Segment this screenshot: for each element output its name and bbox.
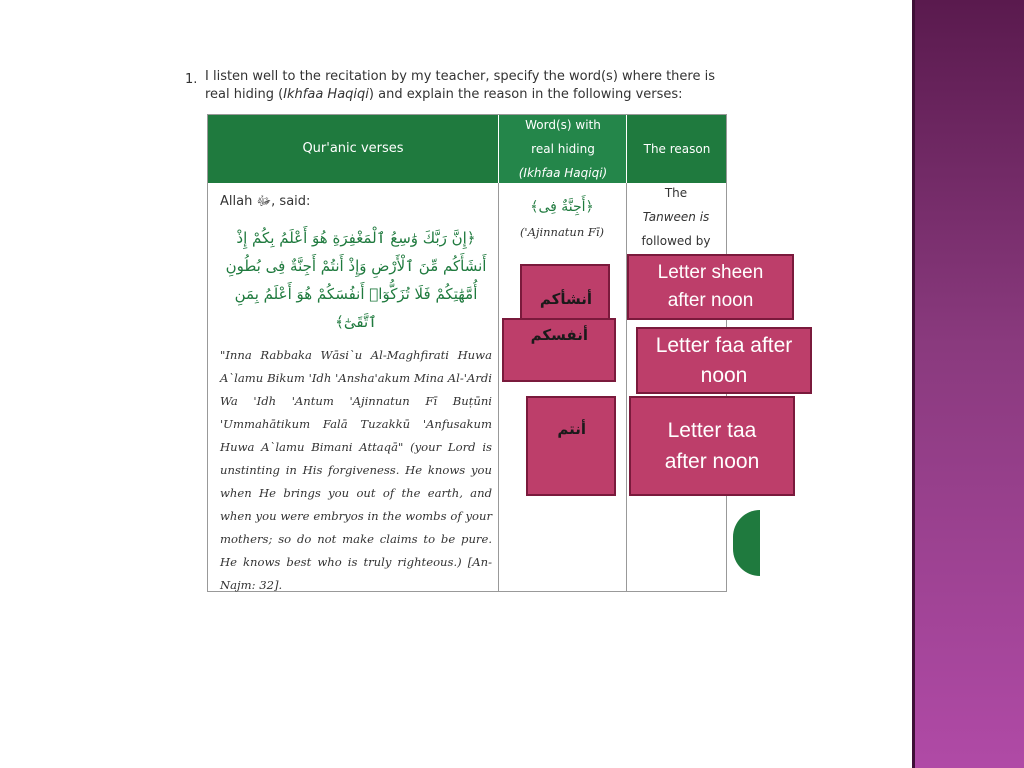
answer-card-reason-2[interactable] — [636, 327, 812, 394]
answer-card-word-3[interactable] — [526, 396, 616, 496]
table-header — [208, 115, 726, 183]
answer-word-1: أنشأكم — [539, 290, 592, 308]
reason-line1: The — [664, 186, 688, 200]
header-col2-line1: Word(s) with — [525, 118, 601, 132]
answer-card-reason-3[interactable] — [629, 396, 795, 496]
header-words-real-hiding — [498, 115, 627, 183]
question-number: 1. — [185, 72, 198, 87]
question-text-part-b: ) and explain the reason in the following verses: — [368, 87, 683, 102]
answer-card-reason-1[interactable] — [627, 254, 794, 320]
reason-line2: Tanween is — [642, 210, 710, 224]
example-word-cell — [500, 199, 624, 239]
decorative-sidebar — [912, 0, 1024, 768]
header-col2-line2: real hiding — [531, 142, 595, 156]
question-text — [205, 68, 725, 104]
answer-word-3: أنتم — [557, 420, 586, 438]
answer-word-2: أنفسكم — [530, 326, 588, 344]
answer-reason-3: Letter taa after noon — [664, 419, 760, 473]
example-reason-cell — [628, 181, 724, 253]
column-divider-1 — [498, 183, 499, 591]
answer-card-word-2[interactable] — [502, 318, 616, 382]
example-word-transliteration: ('Ajinnatun Fī) — [519, 225, 605, 239]
reason-line3: followed by — [641, 234, 711, 248]
verse-transliteration: "Inna Rabbaka Wāsi`u Al-Maghfirati Huwa A`lamu Bikum 'Idh 'Ansha'akum Mina Al-'Ardi Wa 'Idh 'Antum 'Ajinnatun Fī Buṭūni 'Ummahātikum Falā Tuzakkū 'Anfusakum Huwa A`lamu Bimani Attaqā" (your Lord is unstinting in His forgiveness. He knows you when He brings you out of the earth, and when you were embryos in the wombs of your mothers; so do not make claims to be pure. He knows best who is truly righteous.) [An-Najm: 32]. — [220, 348, 492, 592]
question-text-part-a: I listen well to the recitation by my teacher, specify the word(s) where there is real hiding ( — [205, 69, 715, 102]
example-word-arabic: ﴿أَجِنَّةٌ فِى﴾ — [530, 199, 594, 215]
verse-intro: Allah ﷻ, said: — [220, 194, 311, 209]
column-divider-2 — [626, 183, 627, 591]
answer-reason-2: Letter faa after noon — [655, 333, 793, 387]
header-quranic-verses: Qur'anic verses — [302, 141, 404, 156]
answer-card-word-1[interactable] — [520, 264, 610, 318]
header-col2-line3: (Ikhfaa Haqiqi) — [518, 166, 608, 180]
question-text-italic: Ikhfaa Haqiqi — [283, 87, 369, 102]
header-reason: The reason — [626, 115, 727, 183]
verse-cell — [220, 193, 492, 597]
verse-arabic: ﴿إِنَّ رَبَّكَ وَٰسِعُ ٱلْمَغْفِرَةِ هُوَ أَعْلَمُ بِكُمْ إِذْ أَنشَأَكُم مِّنَ ٱلْأَرْضِ وَإِذْ أَنتُمْ أَجِنَّةٌ فِى بُطُونِ أُمَّهَٰتِكُمْ فَلَا تُزَكُّوٓا۟ أَنفُسَكُمْ هُوَ أَعْلَمُ بِمَنِ ٱتَّقَىٰٓ﴾ — [225, 229, 487, 331]
answer-reason-1: Letter sheen after noon — [657, 262, 764, 311]
